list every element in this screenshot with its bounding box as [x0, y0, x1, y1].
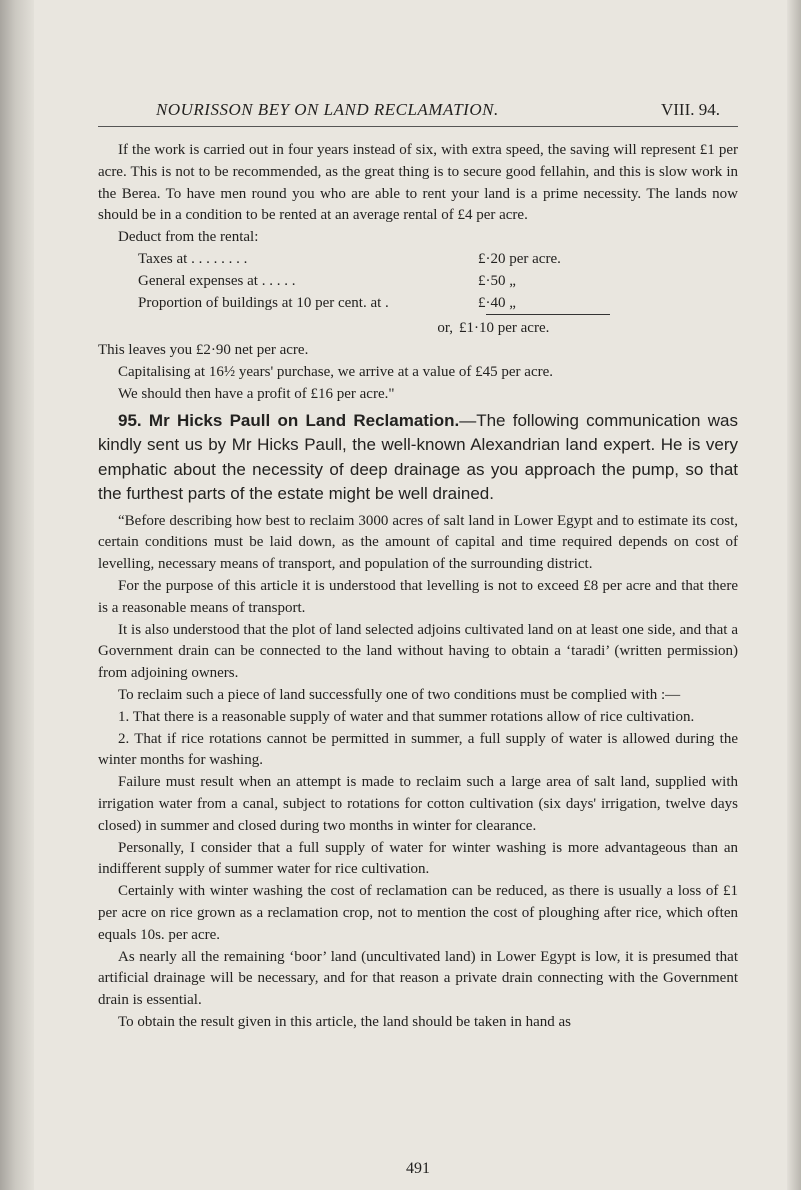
running-head-title: NOURISSON BEY ON LAND RECLAMATION.: [156, 100, 499, 119]
intro-paragraph: If the work is carried out in four years instead of six, with extra speed, the saving will represent £1 per acre. This is not to be recommended, as the great thing is to secure good fellahin, and this is slow work in the Berea. To have men round you who are able to rent your land is a prime necessity. The lands now should be in a condition to be rented at an average rental of £4 per acre.: [98, 142, 738, 224]
body-paragraph: As nearly all the remaining ‘boor’ land (uncultivated land) in Lower Egypt is low, it is presumed that artificial drainage will be necessary, and for that reason a private drain connecting with the Government drain is essential.: [98, 948, 738, 1009]
page-edge-shadow-right: [787, 0, 801, 1190]
deduction-total-value: £1·10 per acre.: [459, 320, 550, 337]
deduction-value: £·40 „: [478, 294, 516, 311]
body-paragraph: To obtain the result given in this article, the land should be taken in hand as: [118, 1013, 572, 1030]
deduction-total-prefix: or,: [437, 320, 453, 337]
deduction-row: [138, 271, 738, 293]
running-head-section: VIII. 94.: [660, 100, 720, 119]
body-paragraph: Failure must result when an attempt is made to reclaim such a large area of salt land, supplied with irrigation water from a canal, subject to rotations for cotton cultivation (six days' irrigation, twelve days closed) in summer and closed during two months in winter for clearance.: [98, 774, 738, 834]
section-95-number: 95.: [118, 410, 142, 430]
numbered-condition: 2. That if rice rotations cannot be permitted in summer, a full supply of water is allowed during the winter months for washing.: [98, 730, 738, 769]
profit-line: We should then have a profit of £16 per acre.": [118, 385, 395, 402]
deduction-label: Proportion of buildings at 10 per cent. at .: [138, 294, 389, 311]
body-paragraph: It is also understood that the plot of land selected adjoins cultivated land on at least one side, and that a Government drain can be connected to the land without having to obtain a ‘taradi’ (written permission) from adjoining owners.: [98, 621, 738, 682]
section-95-paragraph: [98, 409, 738, 507]
page-number: 491: [406, 1160, 430, 1177]
deduction-label: Taxes at . . . . . . . .: [138, 250, 248, 267]
section-95-title: Mr Hicks Paull on Land Reclamation.: [148, 410, 460, 430]
section-95-text: —The following communication was kindly sent us by Mr Hicks Paull, the well-known Alexandrian land expert. He is very emphatic about the necessity of deep drainage as you approach the pump, so that the furthest parts of the estate might be well drained.: [98, 410, 738, 504]
capitalisation-line: Capitalising at 16½ years' purchase, we arrive at a value of £45 per acre.: [118, 363, 554, 380]
net-line: This leaves you £2·90 net per acre.: [98, 342, 309, 359]
body-paragraph: Certainly with winter washing the cost of reclamation can be reduced, as there is usually a loss of £1 per acre on rice grown as a reclamation crop, not to mention the cost of ploughing after rice, which often equals 10s. per acre.: [98, 883, 738, 943]
deduction-row: [138, 293, 738, 315]
body-paragraph: For the purpose of this article it is understood that levelling is not to exceed £8 per acre and that there is a reasonable means of transport.: [98, 577, 738, 616]
deduction-value: £·20 per acre.: [478, 250, 561, 267]
deductions-heading: Deduct from the rental:: [118, 229, 259, 246]
deduction-row: [138, 249, 738, 271]
body-paragraph: “Before describing how best to reclaim 3000 acres of salt land in Lower Egypt and to estimate its cost, certain conditions must be laid down, as the amount of capital and time required depends on cost of levelling, necessary means of transport, and population of the surrounding district.: [98, 512, 738, 573]
deduction-label: General expenses at . . . . .: [138, 272, 296, 289]
running-head: [98, 100, 738, 127]
deduction-total-row: [98, 318, 738, 340]
body-paragraph: Personally, I consider that a full supply of water for winter washing is more advantageous than an indifferent supply of summer water for rice cultivation.: [98, 839, 738, 878]
deduction-value: £·50 „: [478, 272, 516, 289]
page-gutter-shadow-left: [0, 0, 34, 1190]
book-page: [98, 0, 738, 1190]
body-text: [98, 140, 738, 1034]
numbered-condition: 1. That there is a reasonable supply of water and that summer rotations allow of rice cultivation.: [118, 708, 695, 725]
body-paragraph: To reclaim such a piece of land successfully one of two conditions must be complied with :—: [118, 686, 681, 703]
